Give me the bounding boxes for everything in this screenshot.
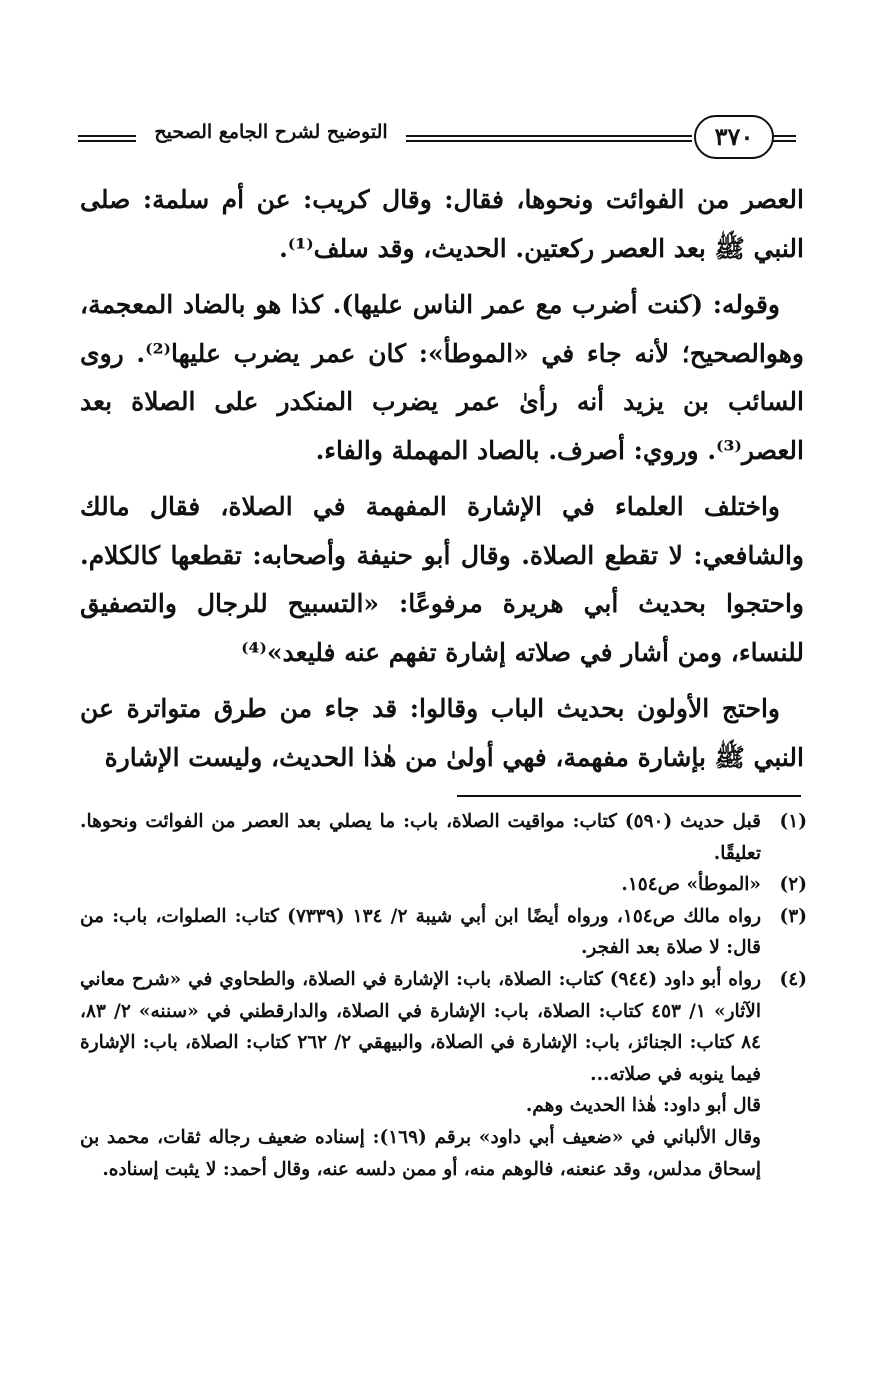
book-title: التوضيح لشرح الجامع الصحيح <box>154 121 388 143</box>
paragraph: العصر من الفوائت ونحوها، فقال: وقال كريب: عن أم سلمة: صلى النبي ﷺ بعد العصر ركعتين. الحديث، وقد سلف⁽¹⁾. <box>80 185 804 263</box>
running-header <box>78 115 796 159</box>
footnote-text: قال أبو داود: هٰذا الحديث وهم. <box>525 1095 761 1117</box>
header-rule-middle <box>406 135 692 137</box>
page-number: ٣٧٠ <box>694 115 774 159</box>
header-rule-left <box>78 135 136 137</box>
footnote-text: «الموطأ» ص١٥٤. <box>621 874 761 896</box>
paragraph: واحتج الأولون بحديث الباب وقالوا: قد جاء من طرق متواترة عن النبي ﷺ بإشارة مفهمة، فهي أولىٰ من هٰذا الحديث، وليست الإشارة <box>80 694 804 772</box>
footnote-text: وقال الألباني في «ضعيف أبي داود» برقم (١٦٩): إسناده ضعيف رجاله ثقات، محمد بن إسحاق مدلس، وقد عنعنه، فالوهم منه، أو ممن دلسه عنه، وقال أحمد: لا يثبت إسناده. <box>80 1126 761 1180</box>
paragraph: وقوله: (كنت أضرب مع عمر الناس عليها). كذا هو بالضاد المعجمة، وهوالصحيح؛ لأنه جاء في «الموطأ»: كان عمر يضرب عليها⁽²⁾. روى السائب بن يزيد أنه رأىٰ عمر يضرب المنكدر على الصلاة بعد العصر⁽³⁾. وروي: أصرف. بالصاد المهملة والفاء. <box>80 290 804 465</box>
footnote-number: (٢) <box>779 874 807 896</box>
footnote-text: قبل حديث (٥٩٠) كتاب: مواقيت الصلاة، باب: ما يصلي بعد العصر من الفوائت ونحوها. تعليقًا. <box>80 811 761 864</box>
footnote <box>80 964 807 1090</box>
footnote <box>80 901 807 964</box>
header-rule-right <box>772 135 796 137</box>
footnote <box>80 869 807 901</box>
main-text <box>80 176 804 790</box>
footnote-separator <box>457 795 801 797</box>
footnote-number: (١) <box>779 811 807 832</box>
footnotes <box>80 806 807 1185</box>
footnote-text: رواه أبو داود (٩٤٤) كتاب: الصلاة، باب: الإشارة في الصلاة، والطحاوي في «شرح معاني الآثار» ١/ ٤٥٣ كتاب: الصلاة، باب: الإشارة في الصلاة، والدارقطني في «سننه» ٢/ ٨٣، ٨٤ كتاب: الجنائز، باب: الإشارة في الصلاة، والبيهقي ٢/ ٢٦٢ كتاب: الصلاة، باب: الإشارة فيما ينوبه في صلاته... <box>80 968 762 1085</box>
footnote-continuation <box>80 1122 807 1185</box>
footnote-number: (٤) <box>779 968 807 990</box>
paragraph: واختلف العلماء في الإشارة المفهمة في الصلاة، فقال مالك والشافعي: لا تقطع الصلاة. وقال أبو حنيفة وأصحابه: تقطعها كالكلام. واحتجوا بحديث أبي هريرة مرفوعًا: «التسبيح للرجال والتصفيق للنساء، ومن أشار في صلاته إشارة تفهم عنه فليعد»⁽⁴⁾ <box>80 492 804 667</box>
footnote <box>80 806 807 869</box>
footnote-number: (٣) <box>779 905 807 927</box>
footnote-continuation <box>80 1090 807 1122</box>
footnote-text: رواه مالك ص١٥٤، ورواه أيضًا ابن أبي شيبة ٢/ ١٣٤ (٧٣٣٩) كتاب: الصلوات، باب: من قال: لا صلاة بعد الفجر. <box>80 905 762 959</box>
